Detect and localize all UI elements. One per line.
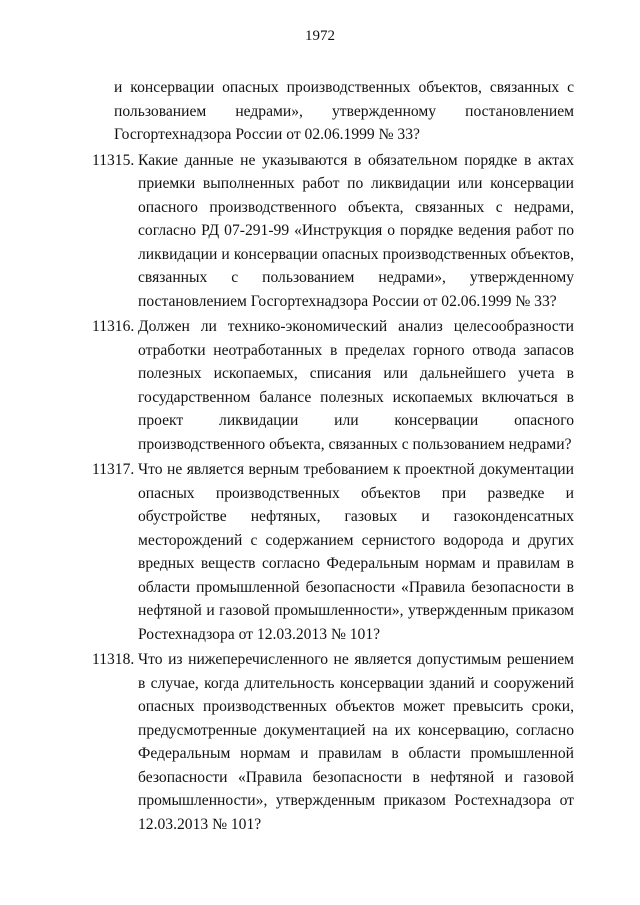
question-number: 11317. — [92, 461, 135, 478]
page-number: 1972 — [305, 28, 335, 44]
question-text: Должен ли технико-экономический анализ целесообразности отработки неотработанных в пределах горного отвода запасов полезных ископаемых, списания или дальнейшего учета в государственном балансе полезных ископаемых включаться в проект ликвидации или консервации опасного производственного объекта, связанных с пользованием недрами? — [138, 318, 574, 453]
question-11318 — [92, 648, 574, 836]
question-number: 11315. — [92, 151, 135, 169]
question-text: Что не является верным требованием к проектной документации опасных производственных объектов при разведке и обустройстве нефтяных, газовых и газоконденсатных месторождений с содержанием сернистого водорода и других вредных веществ согласно Федеральным нормам и правилам в области промышленной безопасности «Правила безопасности в нефтяной и газовой промышленности», утвержденным приказом Ростехнадзора от 12.03.2013 № 101? — [138, 461, 574, 643]
question-11316 — [92, 315, 574, 456]
question-text: Что из нижеперечисленного не является допустимым решением в случае, когда длительность консервации зданий и сооружений опасных производственных объектов может превысить сроки, предусмотренные документацией на их консервацию, согласно Федеральным нормам и правилам в области промышленной безопасности «Правила безопасности в нефтяной и газовой промышленности», утвержденным приказом Ростехнадзора от 12.03.2013 № 101? — [138, 651, 574, 833]
question-11317 — [92, 458, 574, 646]
continuation-text: и консервации опасных производственных объектов, связанных с пользованием недрами», утвержденному постановлением Госгортехнадзора России от 02.06.1999 № 33? — [114, 79, 574, 143]
question-number: 11316. — [92, 318, 135, 335]
question-11315 — [92, 149, 574, 314]
question-number: 11318. — [92, 651, 135, 668]
questions-list — [92, 76, 574, 836]
question-text: Какие данные не указываются в обязательном порядке в актах приемки выполненных работ по ликвидации или консервации опасного производственного объекта, связанных с недрами, согласно РД 07-291-99 «Инструкция о порядке ведения работ по ликвидации и консервации опасных производственных объектов, связанных с пользованием недрами», утвержденному постановлением Госгортехнадзора России от 02.06.1999 № 33? — [138, 151, 574, 310]
